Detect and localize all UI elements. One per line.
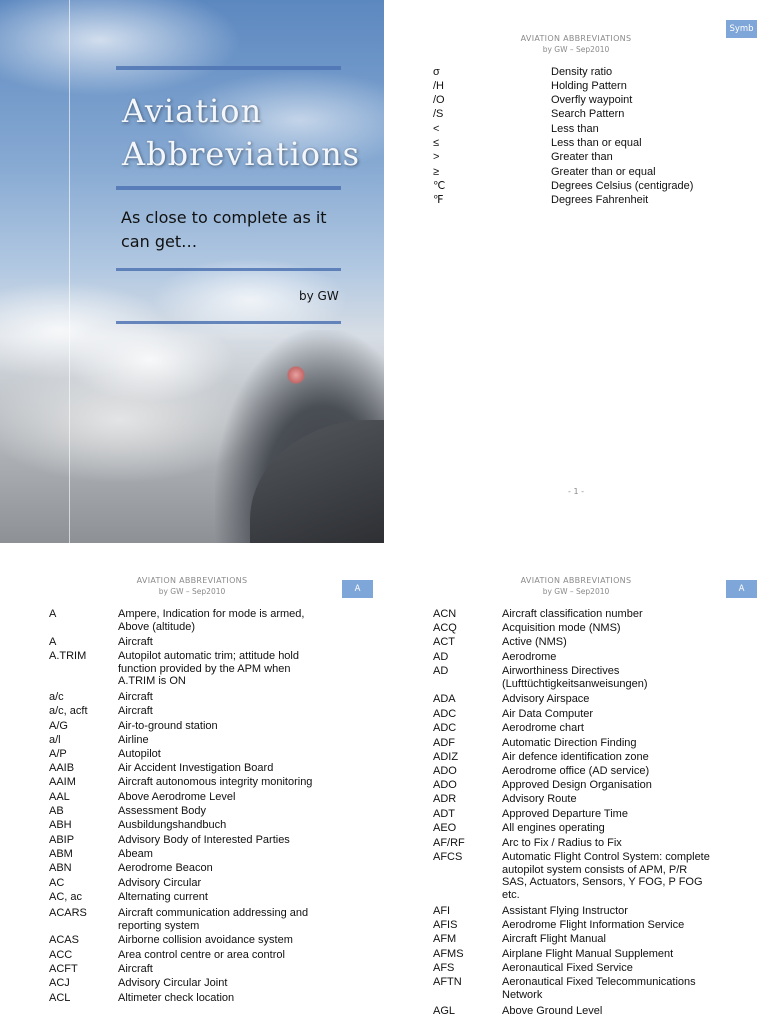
abbreviation-definition: Altimeter check location — [118, 992, 235, 1004]
abbreviation-term: AFMS — [433, 948, 464, 960]
abbreviation-term: A — [49, 636, 57, 648]
abbreviation-term: ABM — [49, 848, 73, 860]
abbreviation-definition: Above Ground Level — [502, 1005, 603, 1017]
cover-title — [122, 90, 360, 176]
abbreviation-term: ACJ — [49, 977, 70, 989]
abbreviation-definition: Aircraft — [118, 636, 153, 648]
abbreviation-definition: Aeronautical Fixed Telecommunications Network — [502, 976, 696, 1001]
abbreviation-term: AB — [49, 805, 64, 817]
abbreviation-term: A/G — [49, 720, 68, 732]
cover-author: by GW — [299, 289, 339, 303]
abbreviation-term: > — [433, 151, 440, 163]
abbreviation-definition: Aircraft — [118, 705, 153, 717]
abbreviation-term: AEO — [433, 822, 457, 834]
abbreviation-definition: Assistant Flying Instructor — [502, 905, 628, 917]
abbreviation-term: AC — [49, 877, 65, 889]
abbreviation-definition: Aircraft — [118, 963, 153, 975]
abbreviation-definition: Airworthiness Directives (Lufttüchtigkeitsanweisungen) — [502, 665, 648, 690]
page-a-left — [0, 555, 384, 1024]
abbreviation-definition: Degrees Fahrenheit — [551, 194, 649, 206]
abbreviation-term: ACAS — [49, 934, 79, 946]
abbreviation-definition: Advisory Body of Interested Parties — [118, 834, 290, 846]
abbreviation-term: A — [49, 608, 57, 620]
abbreviation-term: ACN — [433, 608, 457, 620]
abbreviation-term: AFCS — [433, 851, 463, 863]
section-tab: A — [342, 580, 373, 598]
abbreviation-definition: Arc to Fix / Radius to Fix — [502, 837, 622, 849]
abbreviation-term: AFS — [433, 962, 455, 974]
page-header-title: AVIATION ABBREVIATIONS — [136, 576, 248, 585]
abbreviation-definition: Autopilot — [118, 748, 161, 760]
abbreviation-term: ACL — [49, 992, 71, 1004]
abbreviation-term: a/c, acft — [49, 705, 88, 717]
abbreviation-term: σ — [433, 66, 440, 78]
abbreviation-definition: Approved Departure Time — [502, 808, 628, 820]
section-tab: A — [726, 580, 757, 598]
abbreviation-term: ADIZ — [433, 751, 459, 763]
abbreviation-definition: Aerodrome Flight Information Service — [502, 919, 685, 931]
abbreviation-term: AFIS — [433, 919, 458, 931]
abbreviation-term: ADT — [433, 808, 455, 820]
cover-rule — [116, 66, 341, 70]
abbreviation-term: AAIM — [49, 776, 76, 788]
abbreviation-term: AFM — [433, 933, 457, 945]
abbreviation-term: AAL — [49, 791, 70, 803]
page-header-title: AVIATION ABBREVIATIONS — [520, 576, 632, 585]
abbreviation-term: ACFT — [49, 963, 78, 975]
abbreviation-definition: Assessment Body — [118, 805, 207, 817]
abbreviation-term: /S — [433, 108, 444, 120]
abbreviation-definition: Ampere, Indication for mode is armed, Above (altitude) — [118, 608, 305, 633]
abbreviation-definition: Airline — [118, 734, 149, 746]
cover-page — [0, 0, 384, 543]
abbreviation-term: AGL — [433, 1005, 456, 1017]
abbreviation-term: ADC — [433, 722, 457, 734]
abbreviation-term: ADC — [433, 708, 457, 720]
page-header-subtitle: by GW – Sep2010 — [542, 587, 610, 596]
cover-rule — [116, 321, 341, 324]
page-header-subtitle: by GW – Sep2010 — [542, 45, 610, 54]
abbreviation-definition: Greater than or equal — [551, 166, 656, 178]
abbreviation-definition: Aerodrome chart — [502, 722, 584, 734]
abbreviation-term: ≥ — [433, 166, 440, 178]
page-a-right — [384, 555, 768, 1024]
abbreviation-definition: Aircraft Flight Manual — [502, 933, 606, 945]
cover-rule — [116, 186, 341, 190]
abbreviation-term: AAIB — [49, 762, 75, 774]
abbreviation-definition: Aircraft — [118, 691, 153, 703]
abbreviation-definition: Acquisition mode (NMS) — [502, 622, 621, 634]
abbreviation-definition: Alternating current — [118, 891, 208, 903]
abbreviation-term: ABN — [49, 862, 72, 874]
cover-guide-line — [69, 0, 70, 543]
abbreviation-definition: Advisory Circular — [118, 877, 202, 889]
abbreviation-term: ADF — [433, 737, 455, 749]
page-header-title: AVIATION ABBREVIATIONS — [520, 34, 632, 43]
abbreviation-term: ACQ — [433, 622, 457, 634]
abbreviation-definition: Density ratio — [551, 66, 613, 78]
abbreviation-term: ℃ — [433, 180, 446, 192]
abbreviation-term: /H — [433, 80, 444, 92]
window-reflection-image — [287, 366, 305, 384]
abbreviation-term: AFI — [433, 905, 451, 917]
abbreviation-term: ABH — [49, 819, 72, 831]
abbreviation-definition: Advisory Route — [502, 793, 577, 805]
abbreviation-definition: Ausbildungshandbuch — [118, 819, 227, 831]
abbreviation-definition: Holding Pattern — [551, 80, 627, 92]
abbreviation-term: ℉ — [433, 194, 444, 206]
abbreviation-definition: Airborne collision avoidance system — [118, 934, 293, 946]
abbreviation-definition: Airplane Flight Manual Supplement — [502, 948, 674, 960]
abbreviation-term: < — [433, 123, 440, 135]
abbreviation-term: AC, ac — [49, 891, 83, 903]
cover-subtitle: As close to complete as it can get… — [121, 208, 327, 251]
abbreviation-definition: Air Accident Investigation Board — [118, 762, 274, 774]
abbreviation-term: a/l — [49, 734, 61, 746]
section-tab: Symb — [726, 20, 757, 38]
abbreviation-term: a/c — [49, 691, 64, 703]
abbreviation-definition: Area control centre or area control — [118, 949, 285, 961]
abbreviation-definition: Approved Design Organisation — [502, 779, 652, 791]
abbreviation-definition: Aeronautical Fixed Service — [502, 962, 633, 974]
abbreviation-definition: Active (NMS) — [502, 636, 567, 648]
abbreviation-definition: Air Data Computer — [502, 708, 594, 720]
abbreviation-definition: Degrees Celsius (centigrade) — [551, 180, 694, 192]
abbreviation-term: ADA — [433, 693, 456, 705]
abbreviation-term: ACARS — [49, 907, 87, 919]
abbreviation-term: ≤ — [433, 137, 440, 149]
abbreviation-definition: Above Aerodrome Level — [118, 791, 236, 803]
abbreviation-definition: Overfly waypoint — [551, 94, 633, 106]
abbreviation-definition: Aerodrome — [502, 651, 557, 663]
abbreviation-definition: All engines operating — [502, 822, 605, 834]
abbreviation-definition: Aerodrome office (AD service) — [502, 765, 650, 777]
abbreviation-term: ADO — [433, 779, 457, 791]
abbreviation-term: AD — [433, 651, 449, 663]
abbreviation-term: A.TRIM — [49, 650, 87, 662]
abbreviation-definition: Abeam — [118, 848, 153, 860]
page-number: - 1 - — [568, 487, 584, 496]
abbreviation-term: ADR — [433, 793, 457, 805]
abbreviation-definition: Air defence identification zone — [502, 751, 649, 763]
cover-rule — [116, 268, 341, 271]
abbreviation-term: AFTN — [433, 976, 462, 988]
abbreviation-definition: Less than — [551, 123, 599, 135]
abbreviation-definition: Aircraft autonomous integrity monitoring — [118, 776, 313, 788]
page-header-subtitle: by GW – Sep2010 — [158, 587, 226, 596]
abbreviation-definition: Advisory Circular Joint — [118, 977, 228, 989]
abbreviation-definition: Less than or equal — [551, 137, 642, 149]
abbreviation-term: AD — [433, 665, 449, 677]
abbreviation-definition: Aircraft classification number — [502, 608, 643, 620]
abbreviation-definition: Aircraft communication addressing and reporting system — [118, 907, 309, 932]
abbreviation-definition: Search Pattern — [551, 108, 625, 120]
abbreviation-term: ABIP — [49, 834, 75, 846]
abbreviation-definition: Air-to-ground station — [118, 720, 218, 732]
abbreviation-term: ACT — [433, 636, 455, 648]
abbreviation-definition: Aerodrome Beacon — [118, 862, 213, 874]
abbreviation-definition: Automatic Direction Finding — [502, 737, 637, 749]
cover-title-line2: Abbreviations — [122, 135, 361, 173]
abbreviation-definition: Autopilot automatic trim; attitude hold function provided by the APM when A.TRIM is ON — [118, 650, 299, 687]
abbreviation-term: A/P — [49, 748, 67, 760]
cover-title-line1: Aviation — [122, 92, 263, 130]
abbreviation-term: AF/RF — [433, 837, 465, 849]
abbreviation-definition: Automatic Flight Control System: complete autopilot system consists of APM, P/R SAS, Actuators, Sensors, Y FOG, P FOG etc. — [502, 851, 710, 901]
abbreviation-term: /O — [433, 94, 445, 106]
abbreviation-definition: Advisory Airspace — [502, 693, 590, 705]
abbreviation-definition: Greater than — [551, 151, 613, 163]
page-symbols — [384, 0, 768, 543]
abbreviation-term: ADO — [433, 765, 457, 777]
abbreviation-term: ACC — [49, 949, 73, 961]
